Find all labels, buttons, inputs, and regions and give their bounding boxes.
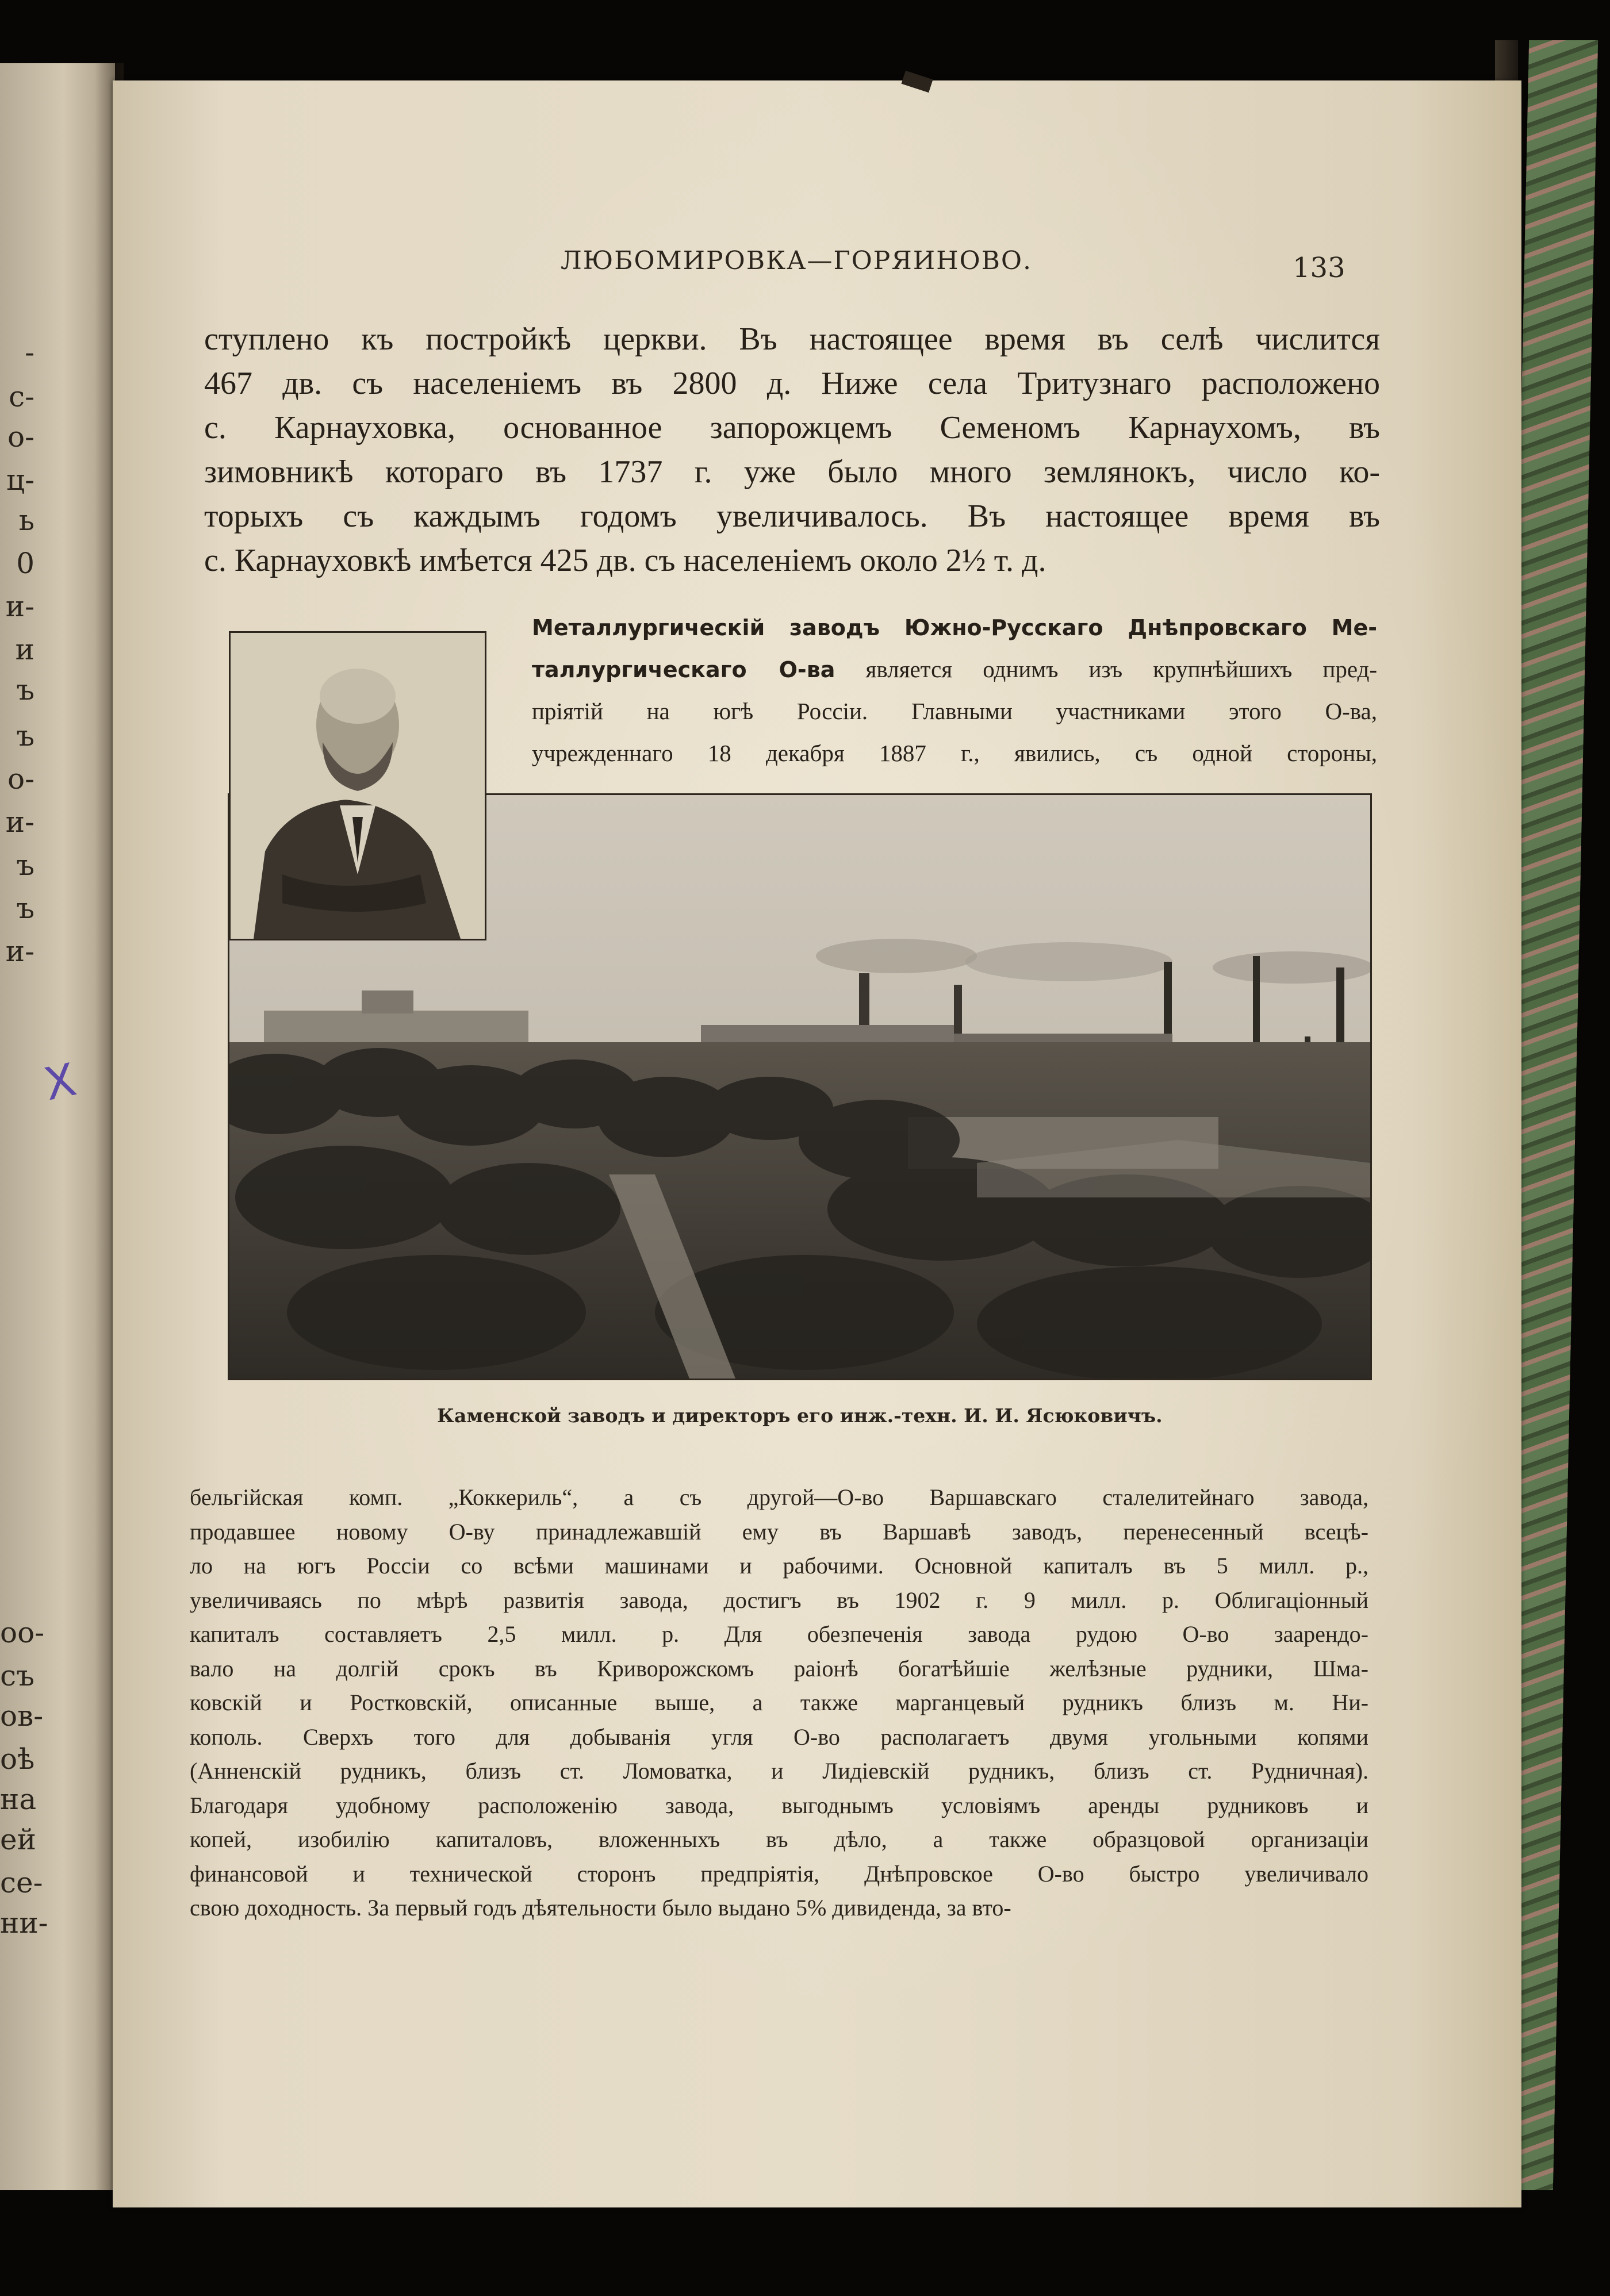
paragraph-2-line: свою доходность. За первый годъ дѣятельности было выдано 5% дивиденда, за вто- [190, 1895, 1011, 1921]
left-page-fragment: о- [7, 762, 34, 796]
left-page-fragment: и- [5, 590, 34, 623]
paragraph-2-line: ло на югъ Россіи со всѣми машинами и рабочими. Основной капиталъ въ 5 милл. р., [190, 1553, 1368, 1579]
left-page-fragment: оѣ [0, 1742, 35, 1776]
page-number: 133 [1293, 252, 1346, 284]
section-title-bold-2: таллургическаго О-ва [532, 657, 835, 682]
left-page-fragment: и- [5, 805, 34, 839]
paragraph-2-line: ковскій и Ростковскій, описанные выше, а также марганцевый рудникъ близъ м. Ни- [190, 1690, 1368, 1715]
left-page-fragment: ов- [0, 1699, 44, 1733]
left-page-fragment: и [15, 633, 34, 666]
margin-pen-mark: X [40, 1054, 81, 1111]
left-page-fragment: на [0, 1783, 37, 1816]
paragraph-2-line: (Анненскій рудникъ, близъ ст. Ломоватка, и Лидіевскій рудникъ, близъ ст. Рудничная). [190, 1758, 1368, 1784]
left-page-fragment: - [25, 336, 34, 369]
paragraph-1-line: торыхъ съ каждымъ годомъ увеличивалось. Въ настоящее время въ [204, 498, 1380, 534]
left-page-fragment: с- [9, 380, 34, 413]
paragraph-2-line: увеличиваясь по мѣрѣ развитія завода, достигъ въ 1902 г. 9 милл. р. Облигаціонный [190, 1587, 1368, 1613]
paragraph-1-line: с. Карнауховка, основанное запорожцемъ Семеномъ Карнаухомъ, въ [204, 410, 1380, 446]
left-page-fragment: ей [0, 1823, 36, 1856]
paragraph-2-line: продавшее новому О-ву принадлежавшій ему въ Варшавѣ заводъ, перенесенный всецѣ- [190, 1518, 1368, 1545]
left-page-fragment: ъ [16, 719, 34, 752]
left-page-fragment: ъ [16, 848, 34, 882]
paragraph-1-line: зимовникѣ котораго въ 1737 г. уже было много землянокъ, число ко- [204, 454, 1380, 490]
left-page-fragment: 0 [16, 547, 34, 580]
section-title-bold: Металлургическій заводъ Южно-Русскаго Днѣпровскаго Ме- [532, 615, 1377, 640]
paragraph-2 [190, 1480, 1368, 1925]
paragraph-2-line: капиталъ составляетъ 2,5 милл. р. Для обезпеченія завода рудою О-во заарендо- [190, 1621, 1368, 1647]
photo-caption: Каменской заводъ и директоръ его инж.-техн. И. И. Ясюковичъ. [437, 1404, 1163, 1427]
paragraph-2-line: бельгійская комп. „Коккериль“, а съ другой—О-во Варшавскаго сталелитейнаго завода, [190, 1484, 1368, 1510]
left-page-fragment: ъ [16, 892, 34, 925]
intro-line: учрежденнаго 18 декабря 1887 г., явились, съ одной стороны, [532, 740, 1377, 766]
left-page-fragment: ни- [0, 1906, 48, 1940]
left-page-fragment: ь [18, 504, 34, 537]
paragraph-2-line: Благодаря удобному расположенію завода, выгоднымъ условіямъ аренды рудниковъ и [190, 1792, 1368, 1818]
left-page-fragment: се- [0, 1866, 43, 1899]
left-page-fragment: оо- [0, 1616, 45, 1649]
paragraph-2-line: финансовой и технической сторонъ предпріятія, Днѣпровское О-во быстро увеличивало [190, 1860, 1368, 1887]
left-page-fragment: ц- [6, 463, 34, 497]
intro-text: является однимъ изъ крупнѣйшихъ пред- [835, 656, 1377, 682]
left-page-fragment: и- [5, 935, 34, 968]
paragraph-1 [204, 317, 1380, 583]
left-page-fragment: съ [0, 1659, 34, 1692]
director-portrait [229, 631, 486, 940]
paragraph-1-line: 467 дв. съ населеніемъ въ 2800 д. Ниже села Тритузнаго расположено [204, 366, 1380, 401]
paragraph-2-line: копей, изобилію капиталовъ, вложенныхъ въ дѣло, а также образцовой организаціи [190, 1826, 1368, 1852]
paragraph-1-line: ступлено къ постройкѣ церкви. Въ настоящее время въ селѣ числится [204, 321, 1380, 357]
paragraph-2-line: вало на долгій срокъ въ Криворожскомъ раіонѣ богатѣйшіе желѣзные рудники, Шма- [190, 1655, 1368, 1681]
intro-line: пріятій на югѣ Россіи. Главными участниками этого О-ва, [532, 698, 1377, 724]
paragraph-2-line: кополь. Сверхъ того для добыванія угля О-во располагаетъ двумя угольными копями [190, 1723, 1368, 1750]
left-page-fragment: о- [7, 420, 34, 454]
running-head: ЛЮБОМИРОВКА—ГОРЯИНОВО. [561, 246, 1032, 275]
left-page-fragment: ъ [16, 673, 34, 707]
paragraph-1-line: с. Карнауховкѣ имѣется 425 дв. съ населеніемъ около 2½ т. д. [204, 543, 1046, 578]
section-intro [532, 606, 1377, 774]
